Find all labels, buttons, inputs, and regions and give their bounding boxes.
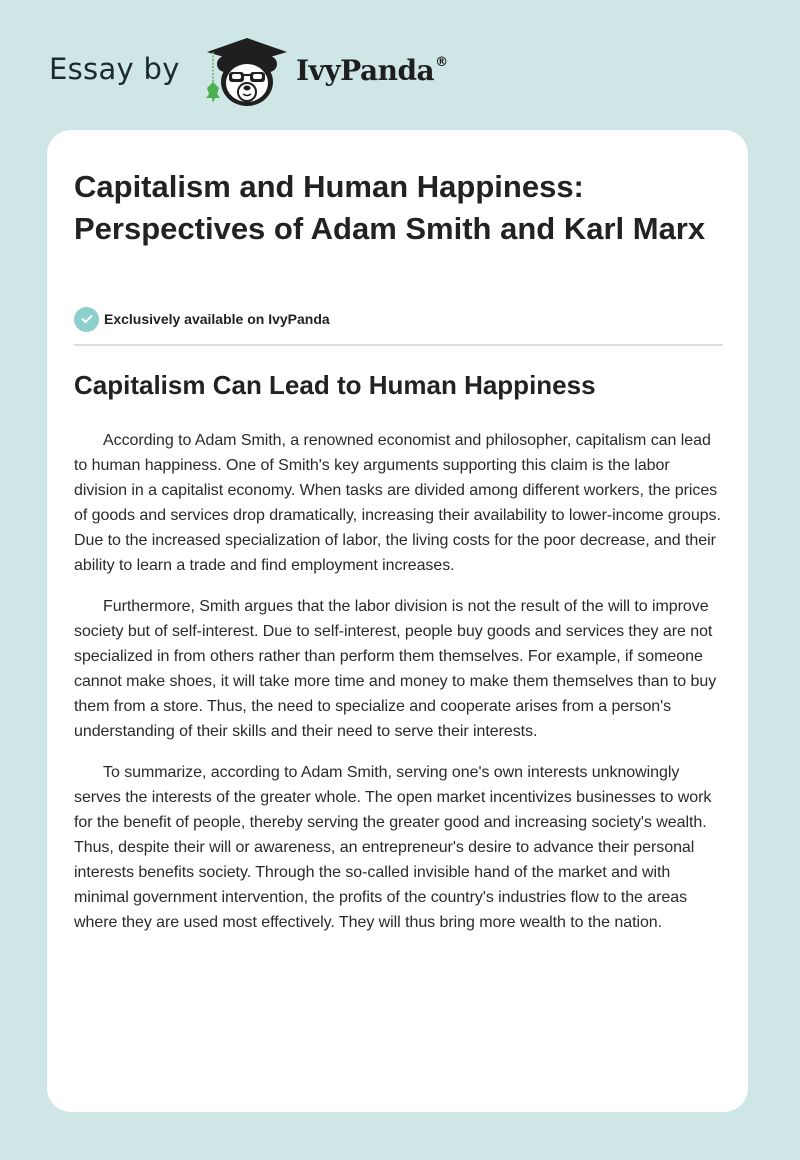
panda-graduate-logo-icon[interactable] (203, 36, 291, 108)
essay-body (74, 428, 724, 951)
page-title: Capitalism and Human Happiness: Perspectives of Adam Smith and Karl Marx (74, 169, 706, 246)
divider (74, 344, 723, 346)
section-heading: Capitalism Can Lead to Human Happiness (74, 370, 596, 400)
paragraph: To summarize, according to Adam Smith, serving one's own interests unknowingly serves the interests of the greater whole. The open market incentivizes businesses to work for the benefit of people, thereby serving the greater good and increasing society's wealth. Thus, despite their will or awareness, an entrepreneur's desire to advance their personal interests benefits society. Through the so-called invisible hand of the market and with minimal government intervention, the profits of the country's industries flow to the areas where they are used most effectively. They will thus bring more wealth to the nation. (74, 764, 712, 931)
brand-name[interactable]: IvyPanda® (296, 54, 448, 87)
paragraph: Furthermore, Smith argues that the labor division is not the result of the will to improve society but of self-interest. Due to self-interest, people buy goods and services they are not specialized in from others rather than perform them themselves. For example, if someone cannot make shoes, it will take more time and money to make them themselves than to buy them from a store. Thus, the need to specialize and cooperate arises from a person's understanding of their skills and their need to serve their interests. (74, 598, 717, 740)
essay-card (47, 130, 748, 1112)
check-circle-icon (74, 307, 99, 332)
registered-mark: ® (435, 55, 448, 70)
site-header (0, 0, 800, 130)
essay-by-label: Essay by (49, 52, 180, 86)
exclusive-badge (74, 306, 330, 332)
exclusive-label: Exclusively available on IvyPanda (104, 311, 330, 327)
paragraph: According to Adam Smith, a renowned economist and philosopher, capitalism can lead to human happiness. One of Smith's key arguments supporting this claim is the labor division in a capitalist economy. When tasks are divided among different workers, the prices of goods and services drop dramatically, increasing their availability to lower-income groups. Due to the increased specialization of labor, the living costs for the poor decrease, and their ability to learn a trade and find employment increases. (74, 432, 721, 574)
